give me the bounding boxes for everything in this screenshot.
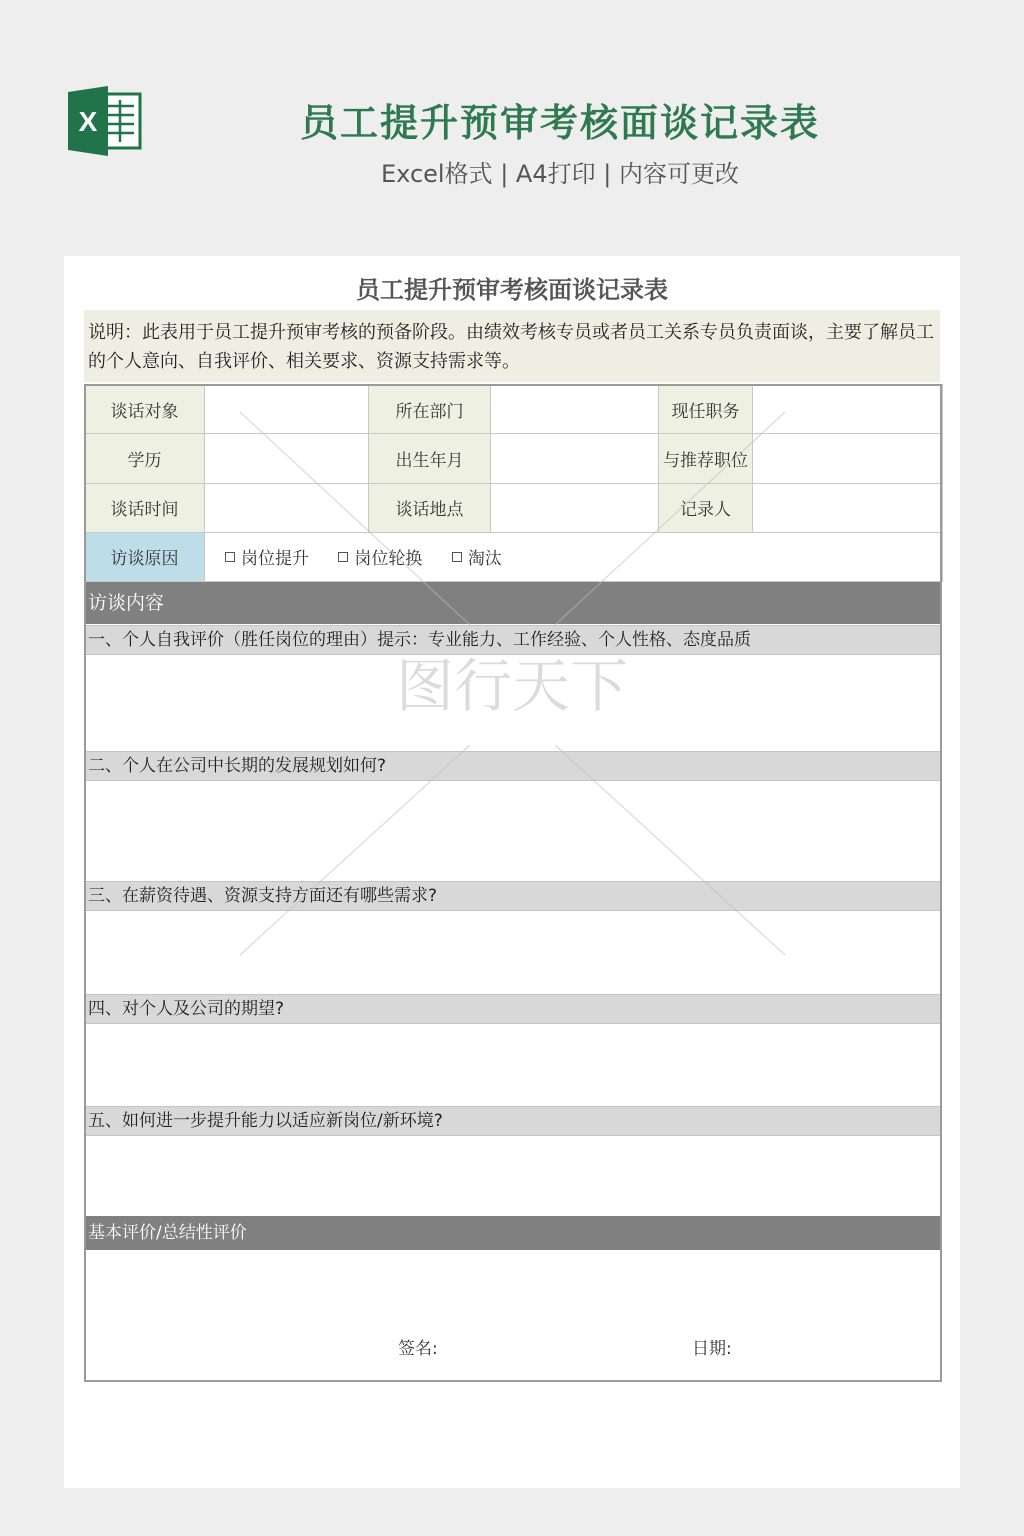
answer-2-area[interactable]	[84, 781, 942, 881]
evaluation-header: 基本评价/总结性评价	[84, 1216, 942, 1250]
info-table	[84, 384, 943, 582]
label-current-position: 现任职务	[659, 385, 753, 434]
label-interviewee: 谈话对象	[85, 385, 205, 434]
interview-time-field[interactable]	[205, 483, 369, 532]
interview-content-header: 访谈内容	[84, 582, 942, 624]
label-recommended-position: 与推荐职位	[659, 434, 753, 483]
label-interview-location: 谈话地点	[369, 483, 491, 532]
label-department: 所在部门	[369, 385, 491, 434]
info-row	[85, 385, 943, 434]
label-recorder: 记录人	[659, 483, 753, 532]
education-field[interactable]	[205, 434, 369, 483]
answer-1-area[interactable]	[84, 655, 942, 751]
excel-logo-letter: X	[78, 106, 98, 137]
interview-location-field[interactable]	[491, 483, 659, 532]
reason-option-elimination[interactable]	[452, 544, 502, 569]
instructions-note: 说明：此表用于员工提升预审考核的预备阶段。由绩效考核专员或者员工关系专员负责面谈，主要了解员工的个人意向、自我评价、相关要求、资源支持需求等。	[84, 310, 940, 382]
label-interview-reason: 访谈原因	[85, 532, 205, 581]
date-label: 日期:	[692, 1339, 732, 1359]
excel-icon	[66, 86, 142, 156]
interviewee-field[interactable]	[205, 385, 369, 434]
answer-3-area[interactable]	[84, 911, 942, 994]
reason-option-rotation[interactable]	[338, 544, 422, 569]
evaluation-area[interactable]	[84, 1250, 942, 1382]
label-education: 学历	[85, 434, 205, 483]
recorder-field[interactable]	[753, 483, 943, 532]
reason-option-promotion[interactable]	[225, 544, 309, 569]
birth-date-field[interactable]	[491, 434, 659, 483]
reason-label: 岗位提升	[241, 549, 309, 570]
current-position-field[interactable]	[753, 385, 943, 434]
label-birth-date: 出生年月	[369, 434, 491, 483]
reason-label: 岗位轮换	[354, 549, 423, 570]
watermark-text: 图行天下	[395, 652, 629, 720]
question-2-bar: 二、个人在公司中长期的发展规划如何?	[84, 751, 942, 781]
header-title: 员工提升预审考核面谈记录表	[299, 101, 820, 145]
recommended-position-field[interactable]	[753, 434, 943, 483]
question-4-bar: 四、对个人及公司的期望?	[84, 994, 942, 1024]
question-3-bar: 三、在薪资待遇、资源支持方面还有哪些需求?	[84, 881, 942, 911]
question-5-bar: 五、如何进一步提升能力以适应新岗位/新环境?	[84, 1106, 942, 1136]
answer-5-area[interactable]	[84, 1136, 942, 1216]
label-interview-time: 谈话时间	[85, 483, 205, 532]
answer-4-area[interactable]	[84, 1024, 942, 1106]
checkbox-icon[interactable]	[338, 552, 348, 562]
document-sheet	[64, 256, 960, 1488]
info-row	[85, 434, 943, 483]
department-field[interactable]	[491, 385, 659, 434]
interview-reason-options	[205, 532, 943, 581]
info-row	[85, 483, 943, 532]
checkbox-icon[interactable]	[225, 552, 235, 562]
reason-label: 淘汰	[467, 549, 502, 570]
checkbox-icon[interactable]	[452, 552, 462, 562]
interview-form	[84, 384, 942, 1382]
document-title: 员工提升预审考核面谈记录表	[356, 276, 668, 304]
info-row	[85, 532, 943, 581]
header-subtitle: Excel格式 | A4打印 | 内容可更改	[381, 160, 739, 188]
signature-label: 签名:	[398, 1339, 438, 1359]
question-1-bar: 一、个人自我评价（胜任岗位的理由）提示：专业能力、工作经验、个人性格、态度品质	[84, 625, 942, 655]
